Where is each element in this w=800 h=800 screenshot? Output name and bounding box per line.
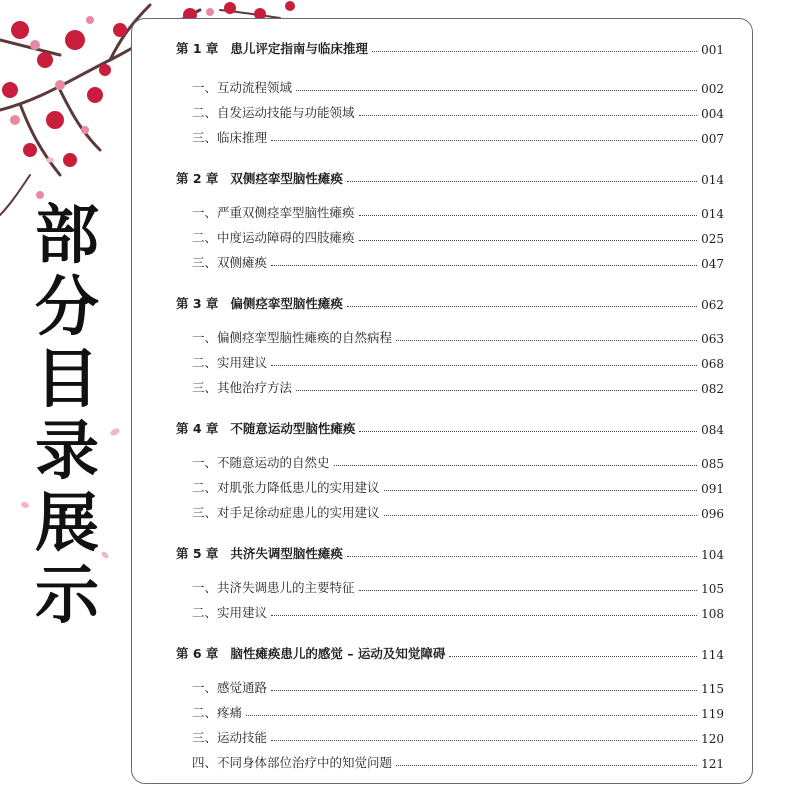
section-title: 三、其他治疗方法 (192, 380, 293, 395)
page-number: 004 (701, 107, 724, 121)
section-title: 一、互动流程领域 (192, 80, 293, 95)
page-number: 062 (701, 298, 724, 312)
page-number: 084 (701, 423, 724, 437)
toc-section (176, 324, 724, 346)
page-number: 082 (701, 382, 724, 396)
toc-section (176, 74, 724, 96)
toc-chapter (176, 290, 724, 312)
section-title: 一、严重双侧痉挛型脑性瘫痪 (192, 205, 355, 220)
toc-page (131, 18, 753, 784)
page-number: 002 (701, 82, 724, 96)
page-number: 105 (701, 582, 724, 596)
section-title: 二、疼痛 (192, 705, 243, 720)
chapter-title: 患儿评定指南与临床推理 (230, 41, 368, 56)
dot-leader (372, 50, 697, 52)
page-number: 014 (701, 173, 724, 187)
dot-leader (271, 264, 697, 266)
page-number: 047 (701, 257, 724, 271)
dot-leader (359, 239, 698, 241)
page-number: 108 (701, 607, 724, 621)
side-title-char: 录 (35, 415, 99, 489)
page-number: 014 (701, 207, 724, 221)
chapter-number: 第 1 章 (176, 41, 219, 56)
chapter-number: 第 2 章 (176, 171, 219, 186)
dot-leader (271, 614, 697, 616)
side-title-char: 分 (35, 271, 99, 345)
dot-leader (359, 214, 698, 216)
toc-chapter (176, 35, 724, 57)
dot-leader (271, 689, 697, 691)
chapter-number: 第 3 章 (176, 296, 219, 311)
toc-section (176, 574, 724, 596)
dot-leader (296, 389, 697, 391)
toc-chapter (176, 640, 724, 662)
section-title: 一、偏侧痉挛型脑性瘫痪的自然病程 (192, 330, 393, 345)
section-title: 二、实用建议 (192, 605, 268, 620)
toc-section (176, 674, 724, 696)
dot-leader (396, 339, 697, 341)
section-title: 三、临床推理 (192, 130, 268, 145)
page-number: 001 (701, 43, 724, 57)
section-title: 二、对肌张力降低患儿的实用建议 (192, 480, 380, 495)
section-title: 一、共济失调患儿的主要特征 (192, 580, 355, 595)
page-number: 096 (701, 507, 724, 521)
dot-leader (449, 655, 697, 657)
chapter-title: 偏侧痉挛型脑性瘫痪 (230, 296, 343, 311)
dot-leader (347, 305, 697, 307)
dot-leader (296, 89, 697, 91)
toc-section (176, 199, 724, 221)
section-title: 四、不同身体部位治疗中的知觉问题 (192, 755, 393, 770)
toc-section (176, 749, 724, 771)
section-title: 三、对手足徐动症患儿的实用建议 (192, 505, 380, 520)
toc-section (176, 474, 724, 496)
toc-section (176, 724, 724, 746)
dot-leader (359, 430, 697, 432)
page-number: 091 (701, 482, 724, 496)
dot-leader (396, 764, 697, 766)
chapter-title: 不随意运动型脑性瘫痪 (230, 421, 356, 436)
toc-section (176, 99, 724, 121)
page-number: 114 (701, 648, 724, 662)
section-title: 一、感觉通路 (192, 680, 268, 695)
page-number: 121 (701, 757, 724, 771)
toc-section (176, 124, 724, 146)
page-number: 068 (701, 357, 724, 371)
toc-section (176, 499, 724, 521)
dot-leader (334, 464, 698, 466)
page-number: 119 (701, 707, 724, 721)
dot-leader (384, 514, 698, 516)
toc-chapter (176, 540, 724, 562)
toc-chapter (176, 415, 724, 437)
toc-chapter (176, 165, 724, 187)
page-number: 085 (701, 457, 724, 471)
page-number: 025 (701, 232, 724, 246)
chapter-title: 双侧痉挛型脑性瘫痪 (230, 171, 343, 186)
section-title: 二、中度运动障碍的四肢瘫痪 (192, 230, 355, 245)
section-title: 二、自发运动技能与功能领域 (192, 105, 355, 120)
chapter-number: 第 4 章 (176, 421, 219, 436)
side-title-char: 目 (35, 343, 99, 417)
side-title-char: 展 (35, 487, 99, 561)
page-number: 063 (701, 332, 724, 346)
dot-leader (347, 180, 697, 182)
section-title: 三、双侧瘫痪 (192, 255, 268, 270)
dot-leader (271, 364, 697, 366)
toc-section (176, 599, 724, 621)
dot-leader (347, 555, 697, 557)
toc-section (176, 249, 724, 271)
side-title-char: 示 (35, 559, 99, 633)
dot-leader (271, 139, 697, 141)
dot-leader (246, 714, 697, 716)
chapter-number: 第 6 章 (176, 646, 219, 661)
chapter-title: 共济失调型脑性瘫痪 (230, 546, 343, 561)
dot-leader (359, 589, 698, 591)
toc-section (176, 349, 724, 371)
toc-section (176, 699, 724, 721)
page-number: 120 (701, 732, 724, 746)
page-number: 104 (701, 548, 724, 562)
dot-leader (359, 114, 698, 116)
toc-section (176, 449, 724, 471)
section-title: 二、实用建议 (192, 355, 268, 370)
side-title-char: 部 (35, 199, 99, 273)
chapter-number: 第 5 章 (176, 546, 219, 561)
side-title (22, 200, 112, 632)
dot-leader (271, 739, 697, 741)
chapter-title: 脑性瘫痪患儿的感觉 – 运动及知觉障碍 (230, 646, 446, 661)
toc-section (176, 374, 724, 396)
page-number: 115 (701, 682, 724, 696)
section-title: 三、运动技能 (192, 730, 268, 745)
dot-leader (384, 489, 698, 491)
section-title: 一、不随意运动的自然史 (192, 455, 330, 470)
page-number: 007 (701, 132, 724, 146)
toc-section (176, 224, 724, 246)
